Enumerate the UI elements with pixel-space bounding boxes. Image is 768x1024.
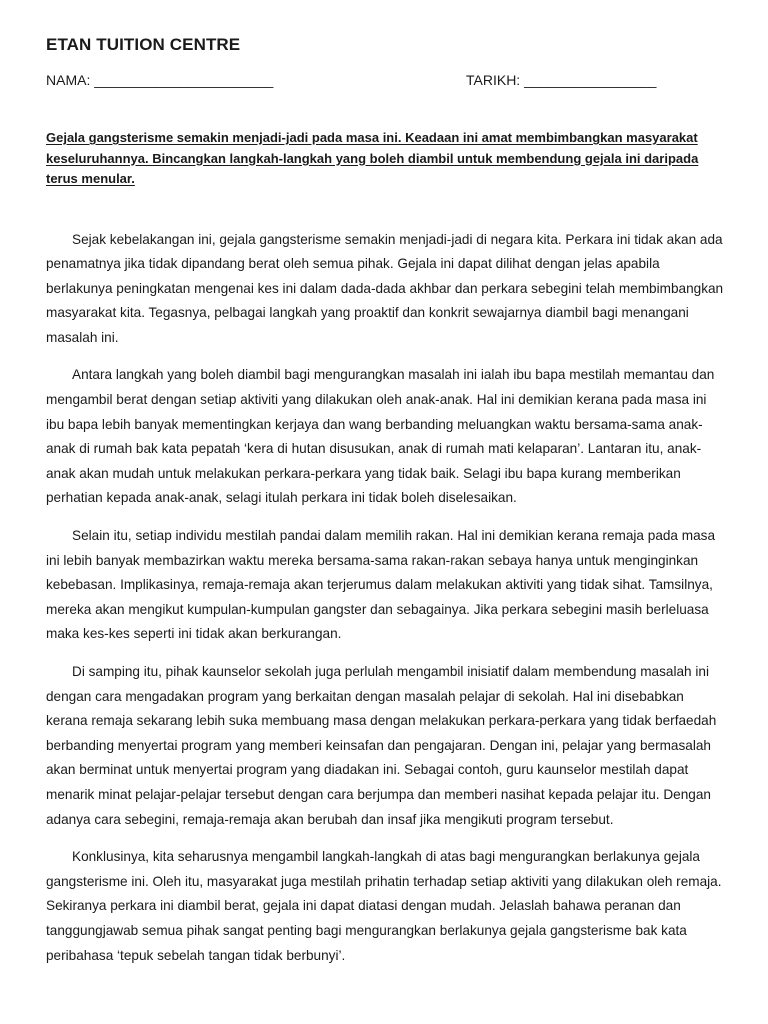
centre-title: ETAN TUITION CENTRE	[46, 35, 241, 54]
essay-paragraph-intro: Sejak kebelakangan ini, gejala gangsterisme semakin menjadi-jadi di negara kita. Perkara ini tidak akan ada penamatnya jika tidak dipandang berat oleh semua pihak. Gejala ini dapat dilihat dengan jelas apabila berlakunya peningkatan mengenai kes ini dalam dada-dada akhbar dan perkara sebegini telah membimbangkan masyarakat kita. Tegasnya, pelbagai langkah yang proaktif dan konkrit sewajarnya diambil bagi menangani masalah ini.	[46, 231, 724, 345]
name-field: NAMA: _______________________	[46, 72, 274, 88]
essay-paragraph-point-1: Antara langkah yang boleh diambil bagi mengurangkan masalah ini ialah ibu bapa mestilah memantau dan mengambil berat dengan setiap aktiviti yang dilakukan oleh anak-anak. Hal ini demikian kerana pada masa ini ibu bapa lebih banyak mementingkan kerjaya dan wang berbanding meluangkan waktu bersama-sama anak-anak di rumah bak kata pepatah ‘kera di hutan disusukan, anak di rumah mati kelaparan’. Lantaran itu, anak-anak akan mudah untuk melakukan perkara-perkara yang tidak baik. Selagi ibu bapa kurang memberikan perhatian kepada anak-anak, selagi itulah perkara ini tidak boleh diselesaikan.	[46, 367, 715, 506]
date-field: TARIKH: _________________	[466, 72, 657, 88]
student-info-row	[46, 70, 730, 90]
essay-question: Gejala gangsterisme semakin menjadi-jadi pada masa ini. Keadaan ini amat membimbangkan masyarakat keseluruhannya. Bincangkan langkah-langkah yang boleh diambil untuk membendung gejala ini daripada terus menular.	[46, 130, 699, 186]
essay-body	[46, 228, 730, 969]
document-page	[46, 34, 730, 981]
essay-paragraph-conclusion: Konklusinya, kita seharusnya mengambil langkah-langkah di atas bagi mengurangkan berlakunya gejala gangsterisme ini. Oleh itu, masyarakat juga mestilah prihatin terhadap setiap aktiviti yang dilakukan oleh remaja. Sekiranya perkara ini diambil berat, gejala ini dapat diatasi dengan mudah. Jelaslah bahawa peranan dan tanggungjawab semua pihak sangat penting bagi mengurangkan berlakunya gejala gangsterisme bak kata peribahasa ‘tepuk sebelah tangan tidak berbunyi’.	[46, 849, 722, 963]
essay-paragraph-point-3: Di samping itu, pihak kaunselor sekolah juga perlulah mengambil inisiatif dalam membendung masalah ini dengan cara mengadakan program yang berkaitan dengan masalah pelajar di sekolah. Hal ini disebabkan kerana remaja sekarang lebih suka membuang masa dengan melakukan perkara-perkara yang tidak berfaedah berbanding menyertai program yang memberi keinsafan dan pengajaran. Dengan ini, pelajar yang bermasalah akan berminat untuk menyertai program yang diadakan ini. Sebagai contoh, guru kaunselor mestilah dapat menarik minat pelajar-pelajar tersebut dengan cara berjumpa dan memberi nasihat kepada pelajar itu. Dengan adanya cara sebegini, remaja-remaja akan berubah dan insaf jika mengikuti program tersebut.	[46, 664, 717, 827]
essay-paragraph-point-2: Selain itu, setiap individu mestilah pandai dalam memilih rakan. Hal ini demikian kerana remaja pada masa ini lebih banyak membazirkan waktu mereka bersama-sama rakan-rakan sebaya hanya untuk menginginkan kebebasan. Implikasinya, remaja-remaja akan terjerumus dalam melakukan aktiviti yang tidak sihat. Tamsilnya, mereka akan mengikut kumpulan-kumpulan gangster dan sebagainya. Jika perkara sebegini masih berleluasa maka kes-kes seperti ini tidak akan berkurangan.	[46, 528, 716, 642]
